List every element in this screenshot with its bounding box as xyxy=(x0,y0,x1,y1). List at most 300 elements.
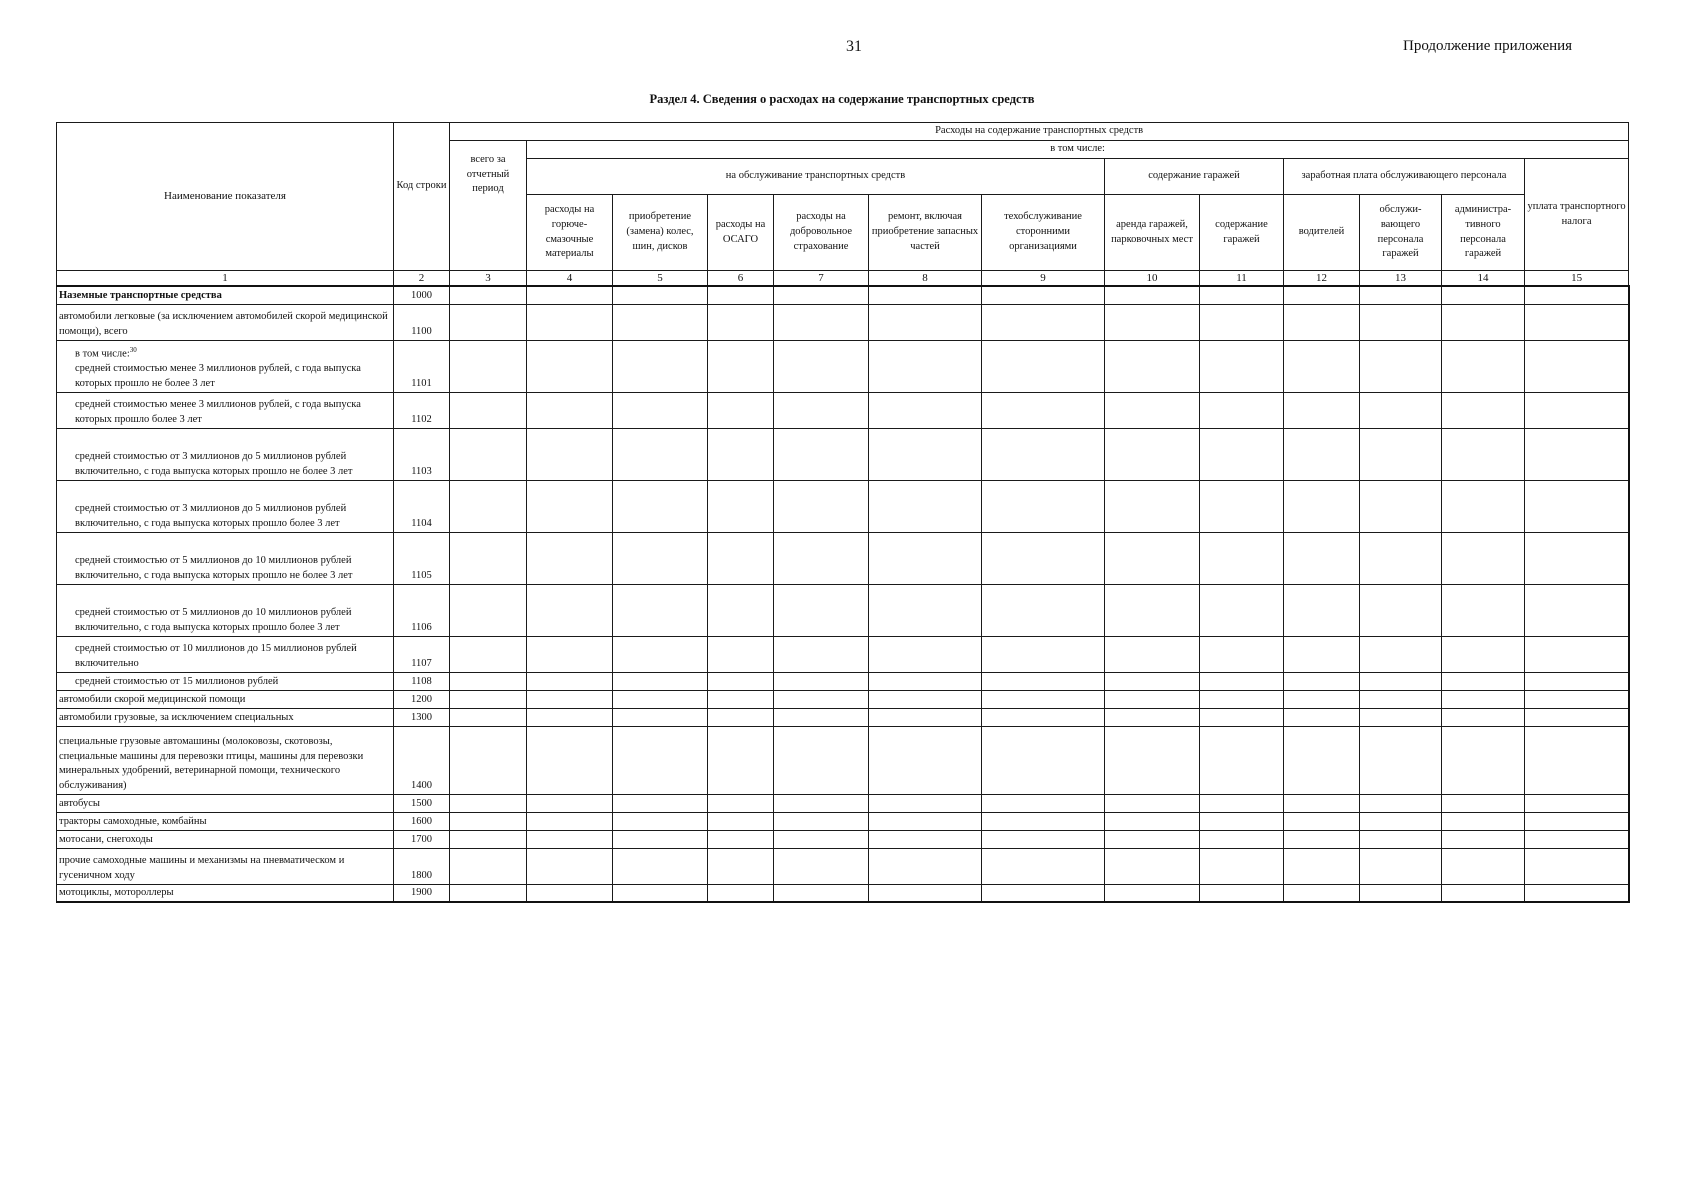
data-cell[interactable] xyxy=(869,532,982,584)
column-number: 11 xyxy=(1200,271,1284,287)
data-cell[interactable] xyxy=(774,708,869,726)
data-cell[interactable] xyxy=(1442,708,1525,726)
header-garage-admin-staff: администра-тивного персонала гаражей xyxy=(1442,195,1525,271)
data-cell[interactable] xyxy=(1525,848,1629,884)
data-cell[interactable] xyxy=(708,532,774,584)
data-cell[interactable] xyxy=(613,830,708,848)
data-cell[interactable] xyxy=(982,304,1105,340)
data-cell[interactable] xyxy=(774,812,869,830)
row-name xyxy=(57,304,394,340)
data-cell[interactable] xyxy=(1442,690,1525,708)
data-cell[interactable] xyxy=(1284,480,1360,532)
data-cell[interactable] xyxy=(1200,848,1284,884)
data-cell[interactable] xyxy=(869,392,982,428)
data-cell[interactable] xyxy=(1200,340,1284,392)
data-cell[interactable] xyxy=(774,848,869,884)
data-cell[interactable] xyxy=(613,690,708,708)
data-cell[interactable] xyxy=(527,636,613,672)
data-cell[interactable] xyxy=(1200,286,1284,304)
row-name-text: мотосани, снегоходы xyxy=(59,833,153,845)
header-garage-service-staff: обслужи-вающего персонала гаражей xyxy=(1360,195,1442,271)
data-cell[interactable] xyxy=(1105,532,1200,584)
data-cell[interactable] xyxy=(1442,532,1525,584)
data-cell[interactable] xyxy=(708,480,774,532)
data-cell[interactable] xyxy=(1105,340,1200,392)
data-cell[interactable] xyxy=(1200,392,1284,428)
data-cell[interactable] xyxy=(1525,690,1629,708)
data-cell[interactable] xyxy=(450,812,527,830)
data-cell[interactable] xyxy=(527,672,613,690)
data-cell[interactable] xyxy=(982,584,1105,636)
data-cell[interactable] xyxy=(869,830,982,848)
data-cell[interactable] xyxy=(1200,672,1284,690)
data-cell[interactable] xyxy=(869,636,982,672)
data-cell[interactable] xyxy=(1525,726,1629,794)
header-tires: приобретение (замена) колес, шин, дисков xyxy=(613,195,708,271)
header-fuel: расходы на горюче-смазочные материалы xyxy=(527,195,613,271)
data-cell[interactable] xyxy=(1525,532,1629,584)
data-cell[interactable] xyxy=(1360,584,1442,636)
data-cell[interactable] xyxy=(527,584,613,636)
header-garage-upkeep: содержание гаражей xyxy=(1200,195,1284,271)
data-cell[interactable] xyxy=(708,428,774,480)
data-cell[interactable] xyxy=(1200,708,1284,726)
data-cell[interactable] xyxy=(869,884,982,902)
data-cell[interactable] xyxy=(1360,428,1442,480)
data-cell[interactable] xyxy=(1360,286,1442,304)
data-cell[interactable] xyxy=(450,286,527,304)
data-cell[interactable] xyxy=(1360,848,1442,884)
row-name xyxy=(57,672,394,690)
data-cell[interactable] xyxy=(527,690,613,708)
data-cell[interactable] xyxy=(1200,884,1284,902)
data-cell[interactable] xyxy=(1105,480,1200,532)
data-cell[interactable] xyxy=(1360,636,1442,672)
data-cell[interactable] xyxy=(1442,286,1525,304)
data-cell[interactable] xyxy=(613,340,708,392)
data-cell[interactable] xyxy=(450,726,527,794)
data-cell[interactable] xyxy=(1525,392,1629,428)
data-cell[interactable] xyxy=(982,812,1105,830)
data-cell[interactable] xyxy=(613,286,708,304)
data-cell[interactable] xyxy=(774,690,869,708)
data-cell[interactable] xyxy=(1525,812,1629,830)
row-name-text: специальные грузовые автомашины (молоковозы, скотовозы, специальные машины для перевозки птицы, машины для перевозки минеральных удобрений, ветеринарной помощи, технического обслуживания) xyxy=(59,735,364,791)
data-cell[interactable] xyxy=(1360,884,1442,902)
data-cell[interactable] xyxy=(774,340,869,392)
data-cell[interactable] xyxy=(982,480,1105,532)
header-osago: расходы на ОСАГО xyxy=(708,195,774,271)
data-cell[interactable] xyxy=(613,428,708,480)
data-cell[interactable] xyxy=(1200,726,1284,794)
row-name xyxy=(57,392,394,428)
column-number: 6 xyxy=(708,271,774,287)
row-name-text: Наземные транспортные средства xyxy=(59,289,222,301)
data-cell[interactable] xyxy=(869,672,982,690)
data-cell[interactable] xyxy=(450,708,527,726)
data-cell[interactable] xyxy=(1200,428,1284,480)
table-row xyxy=(57,636,1629,672)
table-row xyxy=(57,304,1629,340)
data-cell[interactable] xyxy=(869,708,982,726)
data-cell[interactable] xyxy=(1284,830,1360,848)
header-tax: уплата транспортного налога xyxy=(1525,159,1629,271)
table-row xyxy=(57,480,1629,532)
data-cell[interactable] xyxy=(1105,636,1200,672)
data-cell[interactable] xyxy=(708,636,774,672)
data-cell[interactable] xyxy=(1105,428,1200,480)
data-cell[interactable] xyxy=(1442,392,1525,428)
data-cell[interactable] xyxy=(869,848,982,884)
data-cell[interactable] xyxy=(1442,340,1525,392)
data-cell[interactable] xyxy=(1200,480,1284,532)
data-cell[interactable] xyxy=(527,830,613,848)
data-cell[interactable] xyxy=(708,848,774,884)
data-cell[interactable] xyxy=(869,480,982,532)
data-cell[interactable] xyxy=(708,340,774,392)
data-cell[interactable] xyxy=(774,584,869,636)
data-cell[interactable] xyxy=(1284,286,1360,304)
row-name-text: автомобили грузовые, за исключением специальных xyxy=(59,711,294,723)
data-cell[interactable] xyxy=(1525,636,1629,672)
data-cell[interactable] xyxy=(450,690,527,708)
data-cell[interactable] xyxy=(774,286,869,304)
data-cell[interactable] xyxy=(1284,304,1360,340)
data-cell[interactable] xyxy=(1442,884,1525,902)
data-cell[interactable] xyxy=(708,830,774,848)
data-cell[interactable] xyxy=(1200,690,1284,708)
data-cell[interactable] xyxy=(982,340,1105,392)
data-cell[interactable] xyxy=(774,304,869,340)
data-cell[interactable] xyxy=(982,672,1105,690)
data-cell[interactable] xyxy=(1360,340,1442,392)
row-code: 1900 xyxy=(394,884,450,902)
column-number: 8 xyxy=(869,271,982,287)
data-cell[interactable] xyxy=(450,884,527,902)
data-cell[interactable] xyxy=(1442,672,1525,690)
data-cell[interactable] xyxy=(1442,584,1525,636)
data-cell[interactable] xyxy=(1442,480,1525,532)
data-cell[interactable] xyxy=(1105,812,1200,830)
data-cell[interactable] xyxy=(1105,672,1200,690)
data-cell[interactable] xyxy=(1284,726,1360,794)
data-cell[interactable] xyxy=(708,584,774,636)
data-cell[interactable] xyxy=(869,794,982,812)
data-cell[interactable] xyxy=(1284,584,1360,636)
data-cell[interactable] xyxy=(613,532,708,584)
data-cell[interactable] xyxy=(1442,636,1525,672)
data-cell[interactable] xyxy=(613,884,708,902)
data-cell[interactable] xyxy=(869,286,982,304)
data-cell[interactable] xyxy=(1284,794,1360,812)
data-cell[interactable] xyxy=(1200,304,1284,340)
data-cell[interactable] xyxy=(774,830,869,848)
column-number: 10 xyxy=(1105,271,1200,287)
data-cell[interactable] xyxy=(527,726,613,794)
data-cell[interactable] xyxy=(1525,286,1629,304)
data-cell[interactable] xyxy=(982,286,1105,304)
data-cell[interactable] xyxy=(450,532,527,584)
data-cell[interactable] xyxy=(1360,672,1442,690)
data-cell[interactable] xyxy=(1105,690,1200,708)
column-number: 15 xyxy=(1525,271,1629,287)
data-cell[interactable] xyxy=(1360,726,1442,794)
header-total: всего за отчетный период xyxy=(450,141,527,271)
data-cell[interactable] xyxy=(869,428,982,480)
data-cell[interactable] xyxy=(613,726,708,794)
data-cell[interactable] xyxy=(1105,286,1200,304)
data-cell[interactable] xyxy=(1525,480,1629,532)
data-cell[interactable] xyxy=(708,304,774,340)
data-cell[interactable] xyxy=(613,794,708,812)
data-cell[interactable] xyxy=(1442,830,1525,848)
data-cell[interactable] xyxy=(1525,830,1629,848)
data-cell[interactable] xyxy=(1525,428,1629,480)
data-cell[interactable] xyxy=(869,726,982,794)
data-cell[interactable] xyxy=(1200,812,1284,830)
row-name-text: средней стоимостью от 5 миллионов до 10 миллионов рублей включительно, с года выпуска которых прошло не более 3 лет xyxy=(75,555,353,581)
data-cell[interactable] xyxy=(613,392,708,428)
data-cell[interactable] xyxy=(1360,480,1442,532)
row-name xyxy=(57,584,394,636)
header-voluntary-insurance: расходы на добровольное страхование xyxy=(774,195,869,271)
data-cell[interactable] xyxy=(613,304,708,340)
data-cell[interactable] xyxy=(1200,830,1284,848)
data-cell[interactable] xyxy=(708,884,774,902)
data-cell[interactable] xyxy=(774,794,869,812)
data-cell[interactable] xyxy=(774,480,869,532)
data-cell[interactable] xyxy=(527,708,613,726)
row-code: 1101 xyxy=(394,340,450,392)
row-name xyxy=(57,812,394,830)
data-cell[interactable] xyxy=(1525,340,1629,392)
data-cell[interactable] xyxy=(527,480,613,532)
data-cell[interactable] xyxy=(450,672,527,690)
data-cell[interactable] xyxy=(869,340,982,392)
data-cell[interactable] xyxy=(982,636,1105,672)
data-cell[interactable] xyxy=(708,392,774,428)
row-name xyxy=(57,340,394,392)
data-cell[interactable] xyxy=(1105,708,1200,726)
data-cell[interactable] xyxy=(1442,848,1525,884)
data-cell[interactable] xyxy=(1525,708,1629,726)
column-number: 14 xyxy=(1442,271,1525,287)
data-cell[interactable] xyxy=(527,340,613,392)
data-cell[interactable] xyxy=(1442,304,1525,340)
data-cell[interactable] xyxy=(1200,584,1284,636)
data-cell[interactable] xyxy=(708,708,774,726)
data-cell[interactable] xyxy=(1105,830,1200,848)
data-cell[interactable] xyxy=(982,830,1105,848)
data-cell[interactable] xyxy=(869,690,982,708)
data-cell[interactable] xyxy=(1284,884,1360,902)
header-including: в том числе: xyxy=(527,141,1629,159)
row-name xyxy=(57,830,394,848)
data-cell[interactable] xyxy=(1442,812,1525,830)
table-row xyxy=(57,812,1629,830)
row-name xyxy=(57,884,394,902)
row-name-text: тракторы самоходные, комбайны xyxy=(59,815,207,827)
data-cell[interactable] xyxy=(1360,794,1442,812)
data-cell[interactable] xyxy=(1105,884,1200,902)
data-cell[interactable] xyxy=(450,480,527,532)
data-cell[interactable] xyxy=(1525,794,1629,812)
row-code: 1600 xyxy=(394,812,450,830)
data-cell[interactable] xyxy=(613,708,708,726)
data-cell[interactable] xyxy=(708,726,774,794)
data-cell[interactable] xyxy=(982,532,1105,584)
data-cell[interactable] xyxy=(450,304,527,340)
row-name-text: автомобили скорой медицинской помощи xyxy=(59,693,246,705)
data-cell[interactable] xyxy=(982,726,1105,794)
row-code: 1400 xyxy=(394,726,450,794)
data-cell[interactable] xyxy=(774,636,869,672)
data-cell[interactable] xyxy=(708,690,774,708)
data-cell[interactable] xyxy=(1105,392,1200,428)
data-cell[interactable] xyxy=(1525,672,1629,690)
data-cell[interactable] xyxy=(613,636,708,672)
row-name xyxy=(57,708,394,726)
data-cell[interactable] xyxy=(982,428,1105,480)
data-cell[interactable] xyxy=(982,708,1105,726)
data-cell[interactable] xyxy=(1284,340,1360,392)
continuation-label: Продолжение приложения xyxy=(1403,38,1573,54)
data-cell[interactable] xyxy=(527,392,613,428)
row-code: 1103 xyxy=(394,428,450,480)
data-cell[interactable] xyxy=(982,848,1105,884)
row-name-text: средней стоимостью от 3 миллионов до 5 миллионов рублей включительно, с года выпуска которых прошло более 3 лет xyxy=(75,503,347,529)
data-cell[interactable] xyxy=(527,884,613,902)
data-cell[interactable] xyxy=(982,884,1105,902)
data-cell[interactable] xyxy=(1200,532,1284,584)
section-title: Раздел 4. Сведения о расходах на содержание транспортных средств xyxy=(649,92,1035,106)
row-code: 1800 xyxy=(394,848,450,884)
column-number: 9 xyxy=(982,271,1105,287)
data-cell[interactable] xyxy=(1360,532,1442,584)
data-cell[interactable] xyxy=(613,584,708,636)
data-cell[interactable] xyxy=(708,286,774,304)
table-row xyxy=(57,884,1629,902)
data-cell[interactable] xyxy=(774,884,869,902)
header-repair: ремонт, включая приобретение запасных частей xyxy=(869,195,982,271)
data-cell[interactable] xyxy=(613,480,708,532)
row-name-prefix: в том числе:$^{30}$ xyxy=(75,346,137,360)
header-code: Код строки xyxy=(394,123,450,271)
data-cell[interactable] xyxy=(613,848,708,884)
row-code: 1100 xyxy=(394,304,450,340)
data-cell[interactable] xyxy=(774,428,869,480)
data-cell[interactable] xyxy=(1360,830,1442,848)
column-number: 3 xyxy=(450,271,527,287)
data-cell[interactable] xyxy=(774,672,869,690)
header-drivers: водителей xyxy=(1284,195,1360,271)
data-cell[interactable] xyxy=(1525,584,1629,636)
row-name xyxy=(57,848,394,884)
data-cell[interactable] xyxy=(1105,584,1200,636)
data-cell[interactable] xyxy=(869,584,982,636)
data-cell[interactable] xyxy=(982,794,1105,812)
data-cell[interactable] xyxy=(1200,794,1284,812)
table-row xyxy=(57,392,1629,428)
data-cell[interactable] xyxy=(450,392,527,428)
data-cell[interactable] xyxy=(1442,428,1525,480)
data-cell[interactable] xyxy=(527,304,613,340)
data-cell[interactable] xyxy=(1442,794,1525,812)
data-cell[interactable] xyxy=(527,794,613,812)
data-cell[interactable] xyxy=(450,848,527,884)
data-cell[interactable] xyxy=(527,848,613,884)
data-cell[interactable] xyxy=(450,636,527,672)
data-cell[interactable] xyxy=(450,830,527,848)
data-cell[interactable] xyxy=(1284,392,1360,428)
data-cell[interactable] xyxy=(1284,532,1360,584)
data-cell[interactable] xyxy=(1360,812,1442,830)
data-cell[interactable] xyxy=(869,812,982,830)
data-cell[interactable] xyxy=(527,532,613,584)
data-cell[interactable] xyxy=(1284,672,1360,690)
data-cell[interactable] xyxy=(1105,726,1200,794)
data-cell[interactable] xyxy=(1360,392,1442,428)
data-cell[interactable] xyxy=(1105,848,1200,884)
data-cell[interactable] xyxy=(527,286,613,304)
data-cell[interactable] xyxy=(450,794,527,812)
data-cell[interactable] xyxy=(613,672,708,690)
data-cell[interactable] xyxy=(708,812,774,830)
data-cell[interactable] xyxy=(1200,636,1284,672)
page-number: 31 xyxy=(846,38,862,55)
data-cell[interactable] xyxy=(1360,304,1442,340)
data-cell[interactable] xyxy=(450,428,527,480)
data-cell[interactable] xyxy=(1284,848,1360,884)
data-cell[interactable] xyxy=(982,690,1105,708)
data-cell[interactable] xyxy=(1105,794,1200,812)
data-cell[interactable] xyxy=(613,812,708,830)
data-cell[interactable] xyxy=(1360,708,1442,726)
data-cell[interactable] xyxy=(527,812,613,830)
data-cell[interactable] xyxy=(1284,708,1360,726)
table-row xyxy=(57,726,1629,794)
header-name: Наименование показателя xyxy=(57,123,394,271)
data-cell[interactable] xyxy=(527,428,613,480)
header-service-group: на обслуживание транспортных средств xyxy=(527,159,1105,195)
row-code: 1000 xyxy=(394,286,450,304)
data-cell[interactable] xyxy=(774,532,869,584)
data-cell[interactable] xyxy=(450,340,527,392)
data-cell[interactable] xyxy=(708,672,774,690)
data-cell[interactable] xyxy=(1284,812,1360,830)
data-cell[interactable] xyxy=(1525,884,1629,902)
column-number: 12 xyxy=(1284,271,1360,287)
data-cell[interactable] xyxy=(1284,428,1360,480)
data-cell[interactable] xyxy=(1284,690,1360,708)
data-cell[interactable] xyxy=(774,392,869,428)
data-cell[interactable] xyxy=(708,794,774,812)
data-cell[interactable] xyxy=(982,392,1105,428)
data-cell[interactable] xyxy=(774,726,869,794)
data-cell[interactable] xyxy=(1442,726,1525,794)
data-cell[interactable] xyxy=(1284,636,1360,672)
column-number: 7 xyxy=(774,271,869,287)
table-row xyxy=(57,830,1629,848)
row-name xyxy=(57,794,394,812)
row-name-text: средней стоимостью от 3 миллионов до 5 миллионов рублей включительно, с года выпуска которых прошло не более 3 лет xyxy=(75,451,353,477)
data-cell[interactable] xyxy=(869,304,982,340)
data-cell[interactable] xyxy=(1525,304,1629,340)
table-row xyxy=(57,340,1629,392)
data-cell[interactable] xyxy=(1360,690,1442,708)
data-cell[interactable] xyxy=(1105,304,1200,340)
data-cell[interactable] xyxy=(450,584,527,636)
